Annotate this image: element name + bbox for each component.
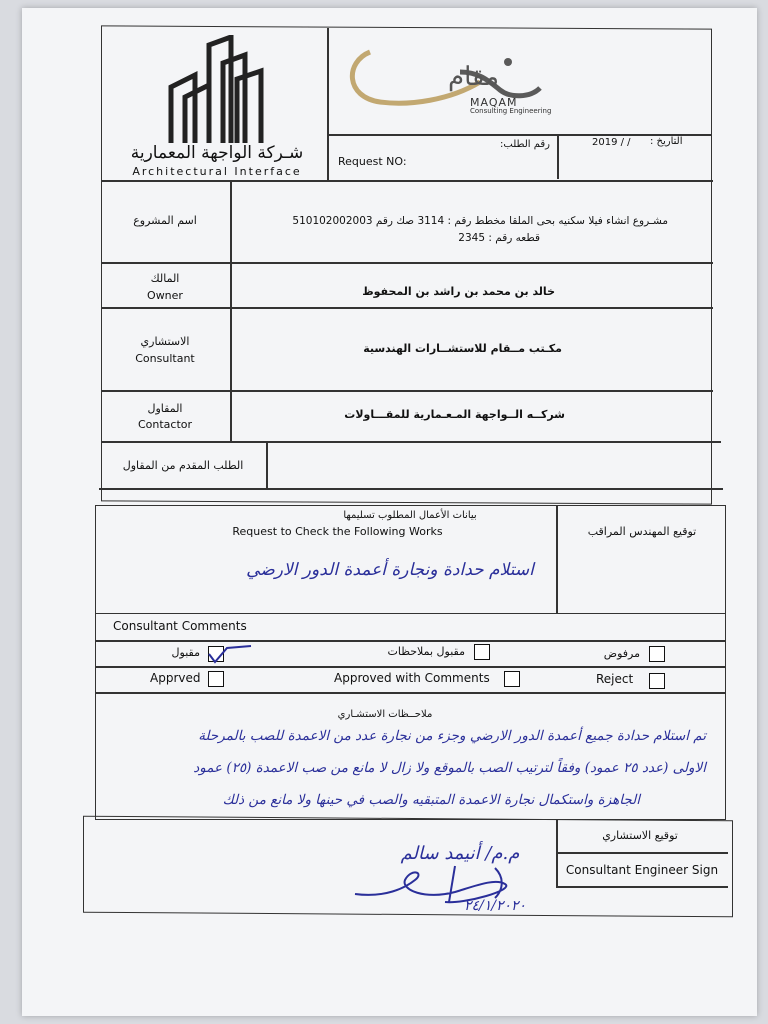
contractor-label-arabic: المقاول <box>147 402 183 415</box>
maqam-arabic: مقام <box>448 62 500 92</box>
request-no-arabic: رقم الطلب: <box>500 139 550 150</box>
maqam-english: MAQAM <box>470 96 518 109</box>
works-title-arabic: بيانات الأعمال المطلوب تسليمها <box>343 510 477 521</box>
contractor-label-english: Contactor <box>137 418 193 431</box>
consultant-sign-label-english: Consultant Engineer Sign <box>565 863 719 877</box>
contractor-value: شركــه الــواجهة المـعـمارية للمقـــاولات <box>344 408 565 421</box>
owner-label-english: Owner <box>147 289 183 302</box>
approved-with-comments-checkbox[interactable] <box>504 671 520 687</box>
works-handwritten-entry: استلام حدادة ونجارة أعمدة الدور الارضي <box>246 560 534 580</box>
rejected-label-arabic: مرفوض <box>603 647 640 660</box>
owner-label-arabic: المالك <box>150 272 180 285</box>
accepted-with-notes-checkbox[interactable] <box>474 644 490 660</box>
works-title-english: Request to Check the Following Works <box>232 525 443 538</box>
consultant-notes-title: ملاحــظات الاستشـاري <box>337 709 433 720</box>
building-logo-icon <box>165 35 267 145</box>
check-mark-icon <box>205 640 255 666</box>
rejected-checkbox[interactable] <box>649 646 665 662</box>
project-name-line1: مشـروع انشاء فيلا سكنيه بحى الملقا مخطط رقم : 3114 صك رقم 510102002003 <box>292 215 668 227</box>
project-name-line2: قطعه رقم : 2345 <box>458 232 540 244</box>
consultant-note-line2: الاولى (عدد ٢٥ عمود) وفقاً لترتيب الصب بالموقع ولا زال لا مانع من صب الاعمدة (٢٥) عمود <box>193 760 706 776</box>
date-value: 2019 / / <box>592 137 631 148</box>
request-no-english: Request NO: <box>338 155 407 168</box>
accepted-label-arabic: مقبول <box>171 646 200 659</box>
consultant-note-line1: تم استلام حدادة جميع أعمدة الدور الارضي وجزء من نجارة عدد من الاعمدة للصب بالمرحلة <box>198 728 706 744</box>
signature-name: م.م/ أنيمد سالم <box>400 843 520 864</box>
project-name-label: اسم المشروع <box>133 214 197 227</box>
consultant-note-line3: الجاهزة واستكمال نجارة الاعمدة المتبقيه والصب في حينها ولا مانع من ذلك <box>222 792 640 808</box>
consultant-label-arabic: الاستشاري <box>140 335 190 348</box>
accepted-with-notes-label-arabic: مقبول بملاحظات <box>387 645 465 658</box>
company-name-arabic: شـركة الواجهة المعمارية <box>130 143 304 163</box>
approved-checkbox[interactable] <box>208 671 224 687</box>
signature-date: ٢٤/١/٢٠٢٠ <box>463 898 527 914</box>
reject-checkbox[interactable] <box>649 673 665 689</box>
contractor-request-label: الطلب المقدم من المقاول <box>122 459 244 472</box>
consultant-comments-title: Consultant Comments <box>113 619 247 633</box>
consultant-label-english: Consultant <box>135 352 195 365</box>
approved-label-english: Apprved <box>150 671 201 685</box>
approved-with-comments-label-english: Approved with Comments <box>334 671 490 685</box>
consultant-value: مكـتب مــقام للاستشــارات الهندسية <box>363 342 562 355</box>
owner-value: خالد بن محمد بن راشد بن المحفوظ <box>362 285 555 298</box>
company-name-english: Architectural Interface <box>132 165 302 178</box>
date-label: التاريخ : <box>650 136 683 147</box>
consultant-sign-label-arabic: توقيع الاستشاري <box>602 829 678 842</box>
reject-label-english: Reject <box>596 672 634 686</box>
supervisor-sign-label: توقيع المهندس المراقب <box>587 525 697 538</box>
maqam-subtitle: Consulting Engineering <box>470 107 552 115</box>
